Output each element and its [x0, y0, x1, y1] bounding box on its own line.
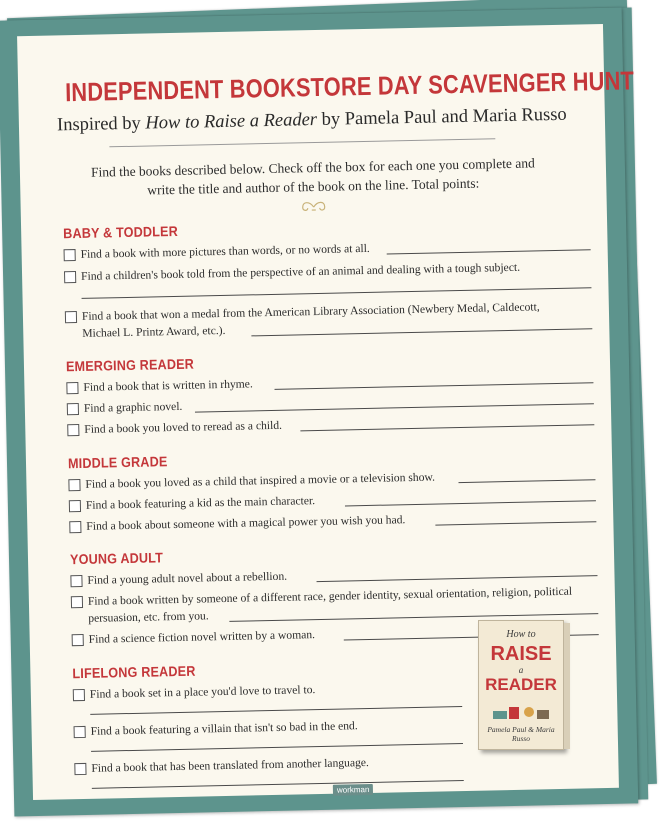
checkbox[interactable]	[68, 479, 80, 491]
item-text: Find a book featuring a villain that isn't so bad in the end.	[90, 719, 358, 738]
checkbox[interactable]	[66, 382, 78, 394]
book-spine	[563, 623, 570, 749]
section-title-lifelong-reader: LIFELONG READER	[72, 662, 196, 682]
answer-line[interactable]	[82, 287, 592, 299]
answer-line[interactable]	[91, 743, 463, 752]
checkbox[interactable]	[67, 424, 79, 436]
checkbox[interactable]	[70, 575, 82, 587]
item-text: Find a book featuring a kid as the main character.	[85, 494, 316, 512]
checkbox[interactable]	[69, 521, 81, 533]
ornament-icon	[300, 200, 328, 215]
page-title: INDEPENDENT BOOKSTORE DAY SCAVENGER HUNT	[64, 65, 635, 108]
item-text: Find a graphic novel.	[83, 399, 183, 415]
subtitle-prefix: Inspired by	[56, 113, 146, 136]
book-cover-authors: Pamela Paul & Maria Russo	[487, 725, 555, 743]
book-cover-image	[478, 620, 564, 750]
checkbox[interactable]	[65, 311, 77, 323]
item-text: Find a young adult novel about a rebellion.	[87, 569, 288, 587]
list-item	[65, 298, 595, 325]
item-text: Find a science fiction novel written by a woman.	[88, 628, 316, 646]
item-text: Michael L. Printz Award, etc.).	[82, 323, 226, 340]
list-item	[73, 679, 473, 703]
item-text: persuasion, etc. from you.	[88, 609, 209, 625]
item-text: Find a book that has been translated from another language.	[91, 756, 370, 775]
item-text: Find a book you loved as a child that inspired a movie or a television show.	[85, 470, 436, 491]
item-text: Find a children's book told from the perspective of an animal and dealing with a tough subject.	[80, 260, 521, 283]
book-cover-line: a	[518, 665, 524, 675]
list-item	[74, 753, 474, 777]
book-cover-line: RAISE	[490, 643, 552, 665]
item-text: Find a book written by someone of a different race, gender identity, sexual orientation, religion, political	[87, 584, 573, 608]
subtitle-book-title: How to Raise a Reader	[145, 109, 318, 134]
answer-line[interactable]	[92, 780, 464, 789]
checkbox[interactable]	[74, 763, 86, 775]
divider	[109, 138, 495, 147]
answer-line[interactable]	[90, 706, 462, 715]
item-text: Find a book that is written in rhyme.	[83, 377, 253, 394]
section-title-middle-grade: MIDDLE GRADE	[67, 453, 168, 472]
item-text: Find a book set in a place you'd love to travel to.	[89, 683, 316, 701]
checkbox[interactable]	[67, 403, 79, 415]
book-cover-line: How to	[506, 629, 536, 640]
checkbox[interactable]	[69, 500, 81, 512]
book-illustration-icon	[489, 703, 553, 721]
item-text: Find a book about someone with a magical power you wish you had.	[86, 513, 406, 533]
checkbox[interactable]	[64, 249, 76, 261]
section-title-baby-toddler: BABY & TODDLER	[63, 222, 179, 242]
item-text: Find a book you loved to reread as a child.	[84, 418, 283, 436]
checkbox[interactable]	[64, 271, 76, 283]
list-item	[73, 716, 473, 740]
instructions: Find the books described below. Check off the box for each one you complete and write the title and author of the book on the line. Total points:	[90, 155, 535, 198]
checkbox[interactable]	[73, 689, 85, 701]
list-item-continued	[65, 322, 265, 342]
answer-line[interactable]	[251, 328, 592, 336]
item-text: Find a book with more pictures than words, or no words at all.	[80, 241, 370, 261]
subtitle-suffix: by Pamela Paul and Maria Russo	[316, 104, 567, 130]
item-text: Find a book that won a medal from the American Library Association (Newbery Medal, Caldecott,	[81, 300, 540, 323]
book-cover-line: READER	[485, 675, 557, 694]
section-title-emerging-reader: EMERGING READER	[65, 355, 195, 375]
list-item	[64, 258, 594, 285]
publisher-logo: workman	[333, 784, 374, 796]
checkbox[interactable]	[71, 596, 83, 608]
list-item-continued	[71, 607, 271, 627]
subtitle	[19, 104, 605, 137]
section-title-young-adult: YOUNG ADULT	[69, 549, 164, 568]
checkbox[interactable]	[74, 726, 86, 738]
checkbox[interactable]	[72, 634, 84, 646]
